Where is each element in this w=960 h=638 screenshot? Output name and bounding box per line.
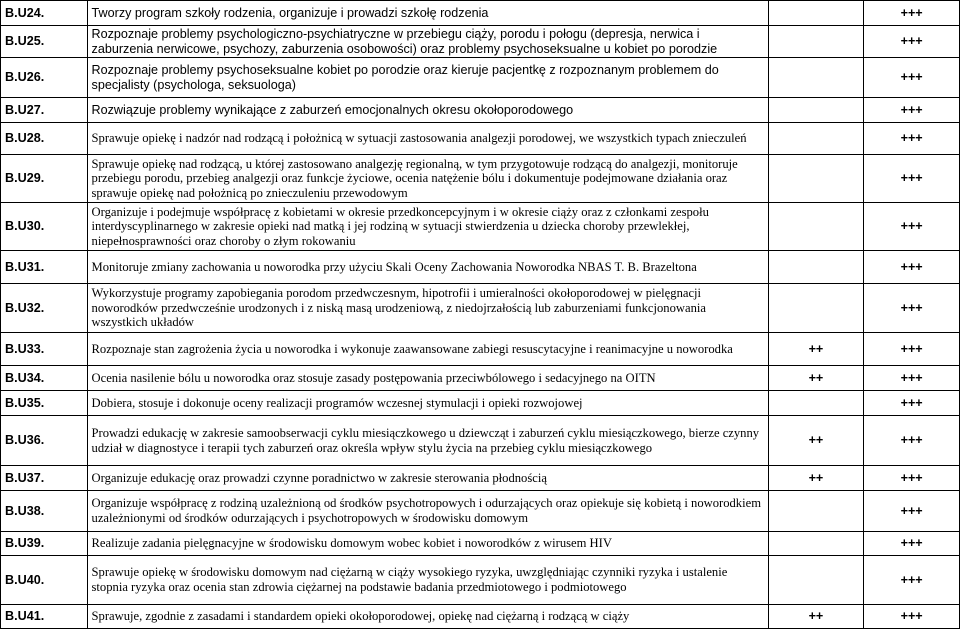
table-row — [1, 98, 960, 123]
mark-col-b: +++ — [864, 491, 960, 532]
outcome-code: B.U32. — [1, 284, 88, 333]
outcome-description: Rozpoznaje problemy psychoseksualne kobiet po porodzie oraz kieruje pacjentkę z rozpoznanym problemem do specjalisty (psychologa, seksuologa) — [87, 58, 768, 98]
outcome-code: B.U33. — [1, 333, 88, 366]
outcome-description: Organizuje edukację oraz prowadzi czynne poradnictwo w zakresie sterowania płodnością — [87, 466, 768, 491]
mark-col-b: +++ — [864, 532, 960, 556]
outcome-code: B.U36. — [1, 416, 88, 466]
mark-col-b: +++ — [864, 284, 960, 333]
outcome-code: B.U28. — [1, 123, 88, 155]
mark-col-a — [768, 26, 864, 58]
outcome-description: Rozpoznaje stan zagrożenia życia u noworodka i wykonuje zaawansowane zabiegi resuscytacyjne i reanimacyjne u noworodka — [87, 333, 768, 366]
outcome-code: B.U34. — [1, 366, 88, 391]
outcome-code: B.U25. — [1, 26, 88, 58]
outcome-description: Prowadzi edukację w zakresie samoobserwacji cyklu miesiączkowego u dziewcząt i zaburzeń cyklu miesiączkowego, bierze czynny udział w diagnostyce i terapii tych zaburzeń oraz określa wpływ stylu życia na przebieg cyklu miesiączkowego — [87, 416, 768, 466]
mark-col-b: +++ — [864, 391, 960, 416]
mark-col-b: +++ — [864, 466, 960, 491]
mark-col-b: +++ — [864, 98, 960, 123]
outcome-code: B.U24. — [1, 1, 88, 26]
table-row — [1, 123, 960, 155]
mark-col-b: +++ — [864, 203, 960, 251]
outcome-code: B.U31. — [1, 251, 88, 284]
outcome-description: Organizuje i podejmuje współpracę z kobietami w okresie przedkoncepcyjnym i w okresie ciąży oraz z członkami zespołu interdyscyplinarnego w zakresie opieki nad matką i jej rodziną w sytuacji stwierdzenia u dziecka choroby przewlekłej, niepełnosprawności oraz choroby o złym rokowaniu — [87, 203, 768, 251]
outcome-description: Realizuje zadania pielęgnacyjne w środowisku domowym wobec kobiet i noworodków z wirusem HIV — [87, 532, 768, 556]
mark-col-a — [768, 251, 864, 284]
table-row — [1, 251, 960, 284]
mark-col-a — [768, 58, 864, 98]
mark-col-b: +++ — [864, 155, 960, 203]
outcome-description: Sprawuje, zgodnie z zasadami i standardem opieki okołoporodowej, opiekę nad ciężarną i rodzącą w ciąży — [87, 605, 768, 629]
mark-col-a — [768, 556, 864, 605]
outcome-description: Rozwiązuje problemy wynikające z zaburzeń emocjonalnych okresu okołoporodowego — [87, 98, 768, 123]
mark-col-a: ++ — [768, 333, 864, 366]
outcome-code: B.U35. — [1, 391, 88, 416]
table-row — [1, 466, 960, 491]
outcome-code: B.U38. — [1, 491, 88, 532]
mark-col-a: ++ — [768, 466, 864, 491]
table-row — [1, 284, 960, 333]
table-row — [1, 1, 960, 26]
mark-col-a: ++ — [768, 366, 864, 391]
mark-col-b: +++ — [864, 416, 960, 466]
outcome-description: Sprawuje opiekę nad rodzącą, u której zastosowano analgezję regionalną, w tym przygotowuje rodzącą do analgezji, monitoruje przebiegu porodu, przebieg analgezji oraz funkcje życiowe, ocenia natężenie bólu i dokumentuje podejmowane działania oraz sprawuje opiekę nad położnicą po znieczuleniu przewodowym — [87, 155, 768, 203]
outcome-code: B.U40. — [1, 556, 88, 605]
table-row — [1, 366, 960, 391]
outcome-description: Wykorzystuje programy zapobiegania porodom przedwczesnym, hipotrofii i umieralności okołoporodowej w pielęgnacji noworodków przedwcześnie urodzonych i z niską masą urodzeniową, z niedojrzałością lub zaburzeniami funkcjonowania wszystkich układów — [87, 284, 768, 333]
outcome-code: B.U41. — [1, 605, 88, 629]
mark-col-a — [768, 98, 864, 123]
mark-col-b: +++ — [864, 251, 960, 284]
outcome-code: B.U27. — [1, 98, 88, 123]
mark-col-b: +++ — [864, 333, 960, 366]
mark-col-a — [768, 391, 864, 416]
outcome-description: Dobiera, stosuje i dokonuje oceny realizacji programów wczesnej stymulacji i opieki rozwojowej — [87, 391, 768, 416]
mark-col-a — [768, 203, 864, 251]
table-row — [1, 532, 960, 556]
table-row — [1, 416, 960, 466]
mark-col-a — [768, 155, 864, 203]
mark-col-b: +++ — [864, 26, 960, 58]
outcome-code: B.U30. — [1, 203, 88, 251]
outcome-code: B.U29. — [1, 155, 88, 203]
table-row — [1, 605, 960, 629]
outcome-code: B.U26. — [1, 58, 88, 98]
mark-col-a — [768, 491, 864, 532]
mark-col-b: +++ — [864, 58, 960, 98]
mark-col-b: +++ — [864, 123, 960, 155]
table-row — [1, 391, 960, 416]
table-row — [1, 155, 960, 203]
outcome-description: Rozpoznaje problemy psychologiczno-psychiatryczne w przebiegu ciąży, porodu i połogu (depresja, nerwica i zaburzenia nerwicowe, psychozy, zaburzenia osobowości) oraz problemy psychoseksualne u kobiet po porodzie — [87, 26, 768, 58]
outcome-code: B.U37. — [1, 466, 88, 491]
table-row — [1, 203, 960, 251]
mark-col-a — [768, 532, 864, 556]
outcome-description: Tworzy program szkoły rodzenia, organizuje i prowadzi szkołę rodzenia — [87, 1, 768, 26]
outcome-description: Organizuje współpracę z rodziną uzależnioną od środków psychotropowych i odurzających oraz opiekuje się kobietą i noworodkiem uzależnionymi od środków odurzających i psychotropowych w środowisku domowym — [87, 491, 768, 532]
mark-col-a — [768, 123, 864, 155]
mark-col-b: +++ — [864, 605, 960, 629]
table-row — [1, 58, 960, 98]
mark-col-b: +++ — [864, 1, 960, 26]
mark-col-a — [768, 1, 864, 26]
outcome-description: Sprawuje opiekę i nadzór nad rodzącą i położnicą w sytuacji zastosowania analgezji porodowej, we wszystkich typach znieczuleń — [87, 123, 768, 155]
mark-col-b: +++ — [864, 556, 960, 605]
outcome-description: Ocenia nasilenie bólu u noworodka oraz stosuje zasady postępowania przeciwbólowego i sedacyjnego na OITN — [87, 366, 768, 391]
table-row — [1, 556, 960, 605]
outcome-code: B.U39. — [1, 532, 88, 556]
mark-col-a: ++ — [768, 605, 864, 629]
outcome-description: Monitoruje zmiany zachowania u noworodka przy użyciu Skali Oceny Zachowania Noworodka NBAS T. B. Brazeltona — [87, 251, 768, 284]
outcome-description: Sprawuje opiekę w środowisku domowym nad ciężarną w ciąży wysokiego ryzyka, uwzględniając czynniki ryzyka i ustalenie stopnia ryzyka oraz ocenia stan zdrowia ciężarnej na podstawie badania przedmiotowego i podmiotowego — [87, 556, 768, 605]
table-row — [1, 491, 960, 532]
mark-col-b: +++ — [864, 366, 960, 391]
table-row — [1, 333, 960, 366]
table-row — [1, 26, 960, 58]
mark-col-a: ++ — [768, 416, 864, 466]
mark-col-a — [768, 284, 864, 333]
